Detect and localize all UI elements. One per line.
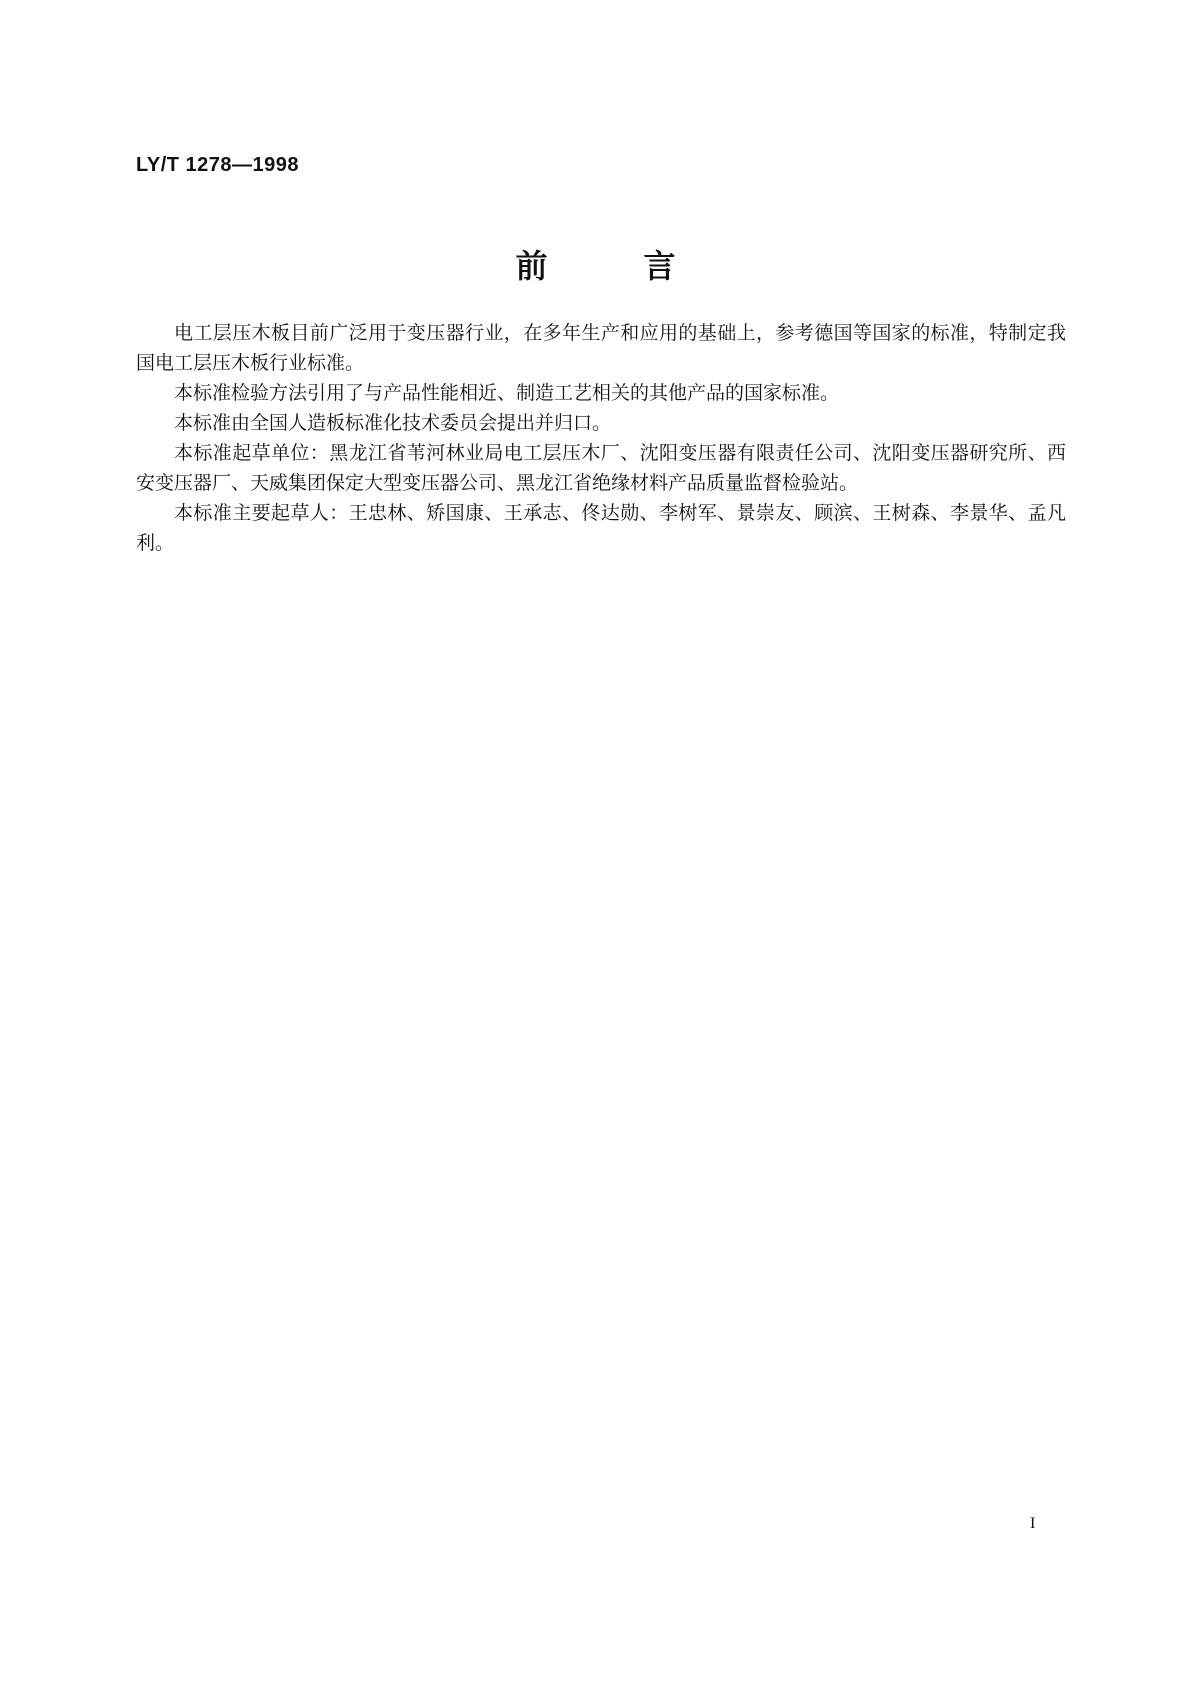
paragraph: 电工层压木板目前广泛用于变压器行业，在多年生产和应用的基础上，参考德国等国家的标准，特制定我国电工层压木板行业标准。 (136, 322, 1066, 374)
title-char-2: 言 (643, 247, 676, 285)
page-title (0, 246, 1191, 286)
paragraph: 本标准主要起草人：王忠林、矫国康、王承志、佟达勋、李树军、景崇友、顾滨、王树森、李景华、孟凡利。 (136, 502, 1066, 554)
page-number: I (1030, 1515, 1036, 1532)
title-char-1: 前 (515, 247, 548, 285)
paragraph: 本标准起草单位：黑龙江省苇河林业局电工层压木厂、沈阳变压器有限责任公司、沈阳变压器研究所、西安变压器厂、天威集团保定大型变压器公司、黑龙江省绝缘材料产品质量监督检验站。 (136, 442, 1066, 494)
paragraph: 本标准检验方法引用了与产品性能相近、制造工艺相关的其他产品的国家标准。 (174, 382, 840, 404)
paragraph: 本标准由全国人造板标准化技术委员会提出并归口。 (174, 412, 612, 434)
standard-code: LY/T 1278—1998 (136, 154, 300, 176)
foreword-body (136, 318, 1066, 558)
